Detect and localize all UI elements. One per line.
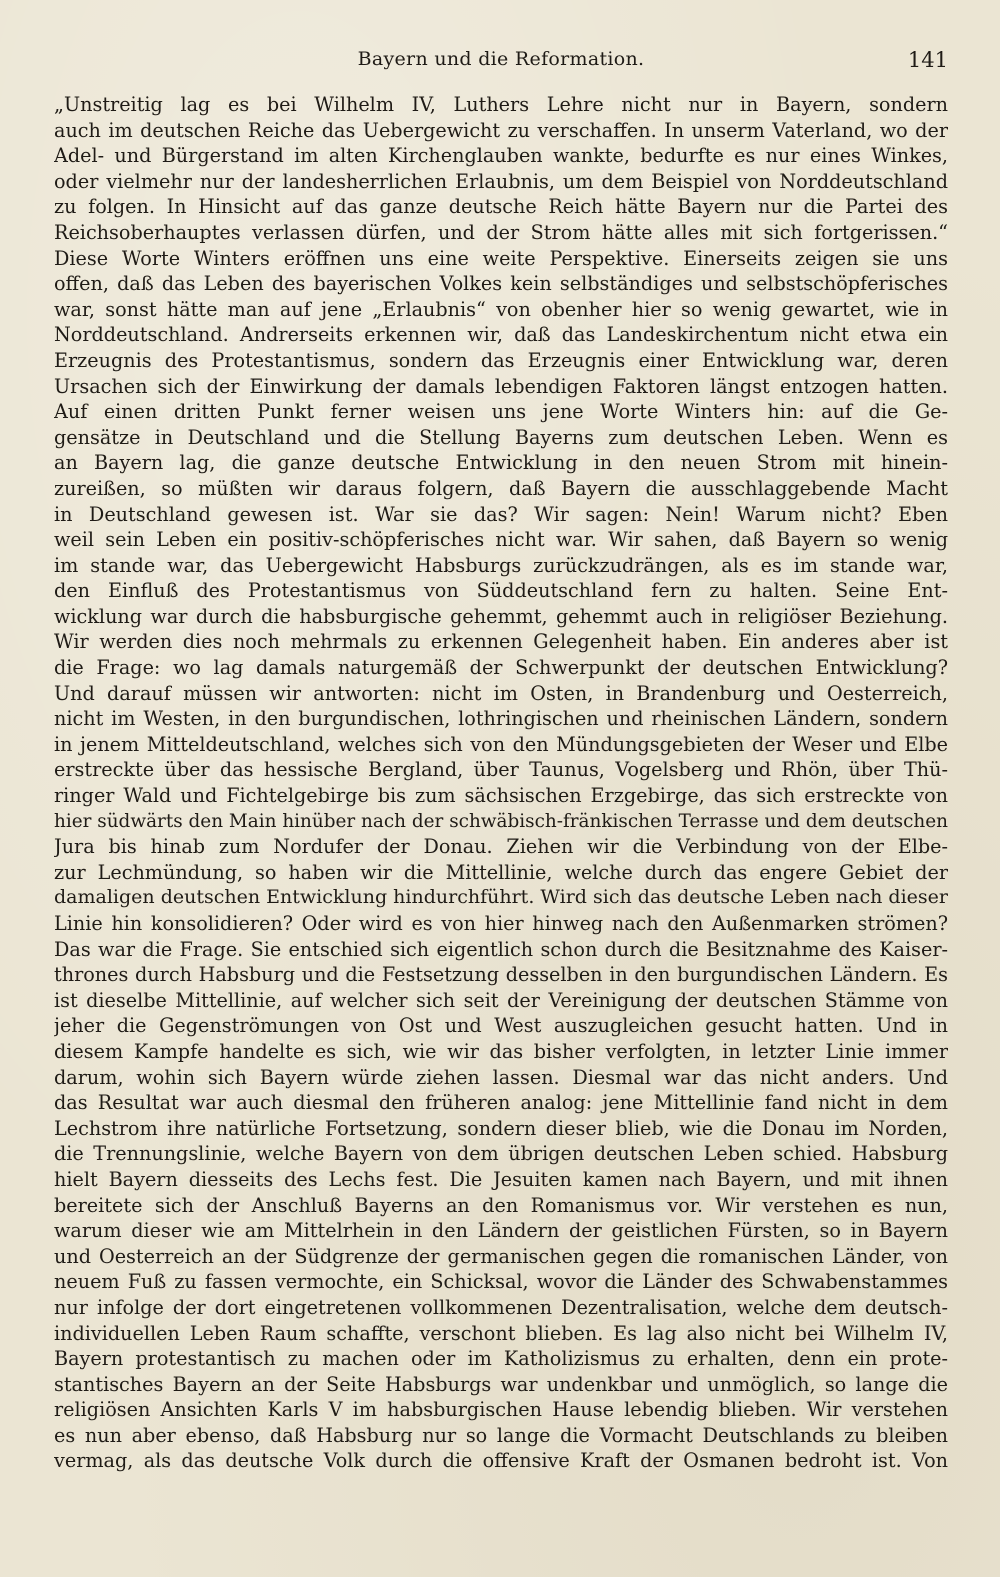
text-line: Das war die Frage. Sie entschied sich eigentlich schon durch die Besitznahme des Kaiser-: [54, 937, 948, 961]
text-line: thrones durch Habsburg und die Festsetzung desselben in den burgundischen Ländern. Es: [54, 963, 948, 987]
text-line: vermag, als das deutsche Volk durch die offensive Kraft der Osmanen bedroht ist. Von: [54, 1449, 948, 1473]
text-line: in jenem Mitteldeutschland, welches sich von den Mündungsgebieten der Weser und Elbe: [54, 732, 948, 756]
text-line: hier südwärts den Main hinüber nach der schwäbisch-fränkischen Terrasse und dem deutschen: [54, 810, 948, 832]
text-line: damaligen deutschen Entwicklung hindurchführt. Wird sich das deutsche Leben nach dieser: [54, 886, 948, 909]
text-line: Und darauf müssen wir antworten: nicht im Osten, in Brandenburg und Oesterreich,: [54, 681, 948, 705]
text-line: neuem Fuß zu fassen vermochte, ein Schicksal, wovor die Länder des Schwabenstammes: [54, 1270, 948, 1294]
text-line: ringer Wald und Fichtelgebirge bis zum sächsischen Erzgebirge, das sich erstreckte von: [54, 784, 948, 808]
text-line: stantisches Bayern an der Seite Habsburgs war undenkbar und unmöglich, so lange die: [54, 1372, 948, 1396]
text-line: ist dieselbe Mittellinie, auf welcher sich seit der Vereinigung der deutschen Stämme von: [54, 988, 948, 1012]
text-line: wicklung war durch die habsburgische gehemmt, gehemmt auch in religiöser Beziehung.: [54, 604, 948, 628]
text-line: hielt Bayern diesseits des Lechs fest. Die Jesuiten kamen nach Bayern, und mit ihnen: [54, 1167, 948, 1191]
text-line: Norddeutschland. Andrerseits erkennen wir, daß das Landeskirchentum nicht etwa ein: [54, 323, 948, 347]
page-number: 141: [907, 48, 948, 72]
text-line: diesem Kampfe handelte es sich, wie wir das bisher verfolgten, in letzter Linie immer: [54, 1039, 948, 1063]
text-line: Wir werden dies noch mehrmals zu erkennen Gelegenheit haben. Ein anderes aber ist: [54, 630, 948, 654]
text-line: auch im deutschen Reiche das Uebergewicht zu verschaffen. In unserm Vaterland, wo der: [54, 118, 948, 142]
text-line: individuellen Leben Raum schaffte, verschont blieben. Es lag also nicht bei Wilhelm IV,: [54, 1321, 948, 1345]
text-line: offen, daß das Leben des bayerischen Volkes kein selbständiges und selbstschöpferisches: [54, 272, 948, 296]
text-line: warum dieser wie am Mittelrhein in den Ländern der geistlichen Fürsten, so in Bayern: [54, 1219, 948, 1243]
text-line: Adel- und Bürgerstand im alten Kirchenglauben wankte, bedurfte es nur eines Winkes,: [54, 144, 948, 168]
text-line: religiösen Ansichten Karls V im habsburgischen Hause lebendig blieben. Wir verstehen: [54, 1398, 948, 1422]
text-line: Ursachen sich der Einwirkung der damals lebendigen Faktoren längst entzogen hatten.: [54, 374, 948, 398]
text-line: jeher die Gegenströmungen von Ost und West auszugleichen gesucht hatten. Und in: [54, 1014, 948, 1038]
text-line: Reichsoberhauptes verlassen dürfen, und der Strom hätte alles mit sich fortgerissen.“: [54, 220, 948, 244]
text-line: im stande war, das Uebergewicht Habsburgs zurückzudrängen, als es im stande war,: [54, 553, 948, 577]
text-line: zu folgen. In Hinsicht auf das ganze deutsche Reich hätte Bayern nur die Partei des: [54, 195, 948, 219]
text-line: Bayern protestantisch zu machen oder im Katholizismus zu erhalten, denn ein prote-: [54, 1347, 948, 1371]
running-title: Bayern und die Reformation.: [357, 48, 645, 70]
text-line: gensätze in Deutschland und die Stellung Bayerns zum deutschen Leben. Wenn es: [54, 425, 948, 449]
text-line: Lechstrom ihre natürliche Fortsetzung, sondern dieser blieb, wie die Donau im Norden,: [54, 1116, 948, 1140]
text-line: darum, wohin sich Bayern würde ziehen lassen. Diesmal war das nicht anders. Und: [54, 1065, 948, 1089]
text-line: oder vielmehr nur der landesherrlichen Erlaubnis, um dem Beispiel von Norddeutschland: [54, 169, 948, 193]
text-line: Diese Worte Winters eröffnen uns eine weite Perspektive. Einerseits zeigen sie uns: [54, 246, 948, 270]
text-line: zureißen, so müßten wir daraus folgern, daß Bayern die ausschlaggebende Macht: [54, 476, 948, 500]
text-line: „Unstreitig lag es bei Wilhelm IV, Luthers Lehre nicht nur in Bayern, sondern: [54, 93, 948, 116]
text-line: an Bayern lag, die ganze deutsche Entwicklung in den neuen Strom mit hinein-: [54, 451, 948, 475]
text-line: erstreckte über das hessische Bergland, über Taunus, Vogelsberg und Rhön, über Thü-: [54, 758, 948, 782]
text-line: Jura bis hinab zum Nordufer der Donau. Ziehen wir die Verbindung von der Elbe-: [54, 835, 948, 859]
text-line: war, sonst hätte man auf jene „Erlaubnis“ von obenher hier so wenig gewartet, wie in: [54, 297, 948, 321]
running-head: [54, 48, 948, 78]
text-line: Erzeugnis des Protestantismus, sondern das Erzeugnis einer Entwicklung war, deren: [54, 348, 948, 372]
text-line: nur infolge der dort eingetretenen vollkommenen Dezentralisation, welche dem deutsch-: [54, 1295, 948, 1319]
text-line: bereitete sich der Anschluß Bayerns an den Romanismus vor. Wir verstehen es nun,: [54, 1193, 948, 1217]
text-line: die Frage: wo lag damals naturgemäß der Schwerpunkt der deutschen Entwicklung?: [54, 656, 948, 680]
text-line: den Einfluß des Protestantismus von Süddeutschland fern zu halten. Seine Ent-: [54, 579, 948, 603]
text-line: die Trennungslinie, welche Bayern von dem übrigen deutschen Leben schied. Habsburg: [54, 1142, 948, 1166]
text-line: zur Lechmündung, so haben wir die Mittellinie, welche durch das engere Gebiet der: [54, 860, 948, 884]
text-line: Linie hin konsolidieren? Oder wird es von hier hinweg nach den Außenmarken strömen?: [54, 912, 948, 935]
text-line: es nun aber ebenso, daß Habsburg nur so lange die Vormacht Deutschlands zu bleiben: [54, 1423, 948, 1447]
text-line: nicht im Westen, in den burgundischen, lothringischen und rheinischen Ländern, sondern: [54, 707, 948, 731]
text-line: weil sein Leben ein positiv-schöpferisches nicht war. Wir sahen, daß Bayern so wenig: [54, 528, 948, 552]
text-line: und Oesterreich an der Südgrenze der germanischen gegen die romanischen Länder, von: [54, 1244, 948, 1268]
text-line: das Resultat war auch diesmal den früheren analog: jene Mittellinie fand nicht in dem: [54, 1091, 948, 1115]
text-line: Auf einen dritten Punkt ferner weisen uns jene Worte Winters hin: auf die Ge-: [54, 400, 948, 424]
body-text: [54, 92, 948, 1474]
text-line: in Deutschland gewesen ist. War sie das? Wir sagen: Nein! Warum nicht? Eben: [54, 502, 948, 526]
